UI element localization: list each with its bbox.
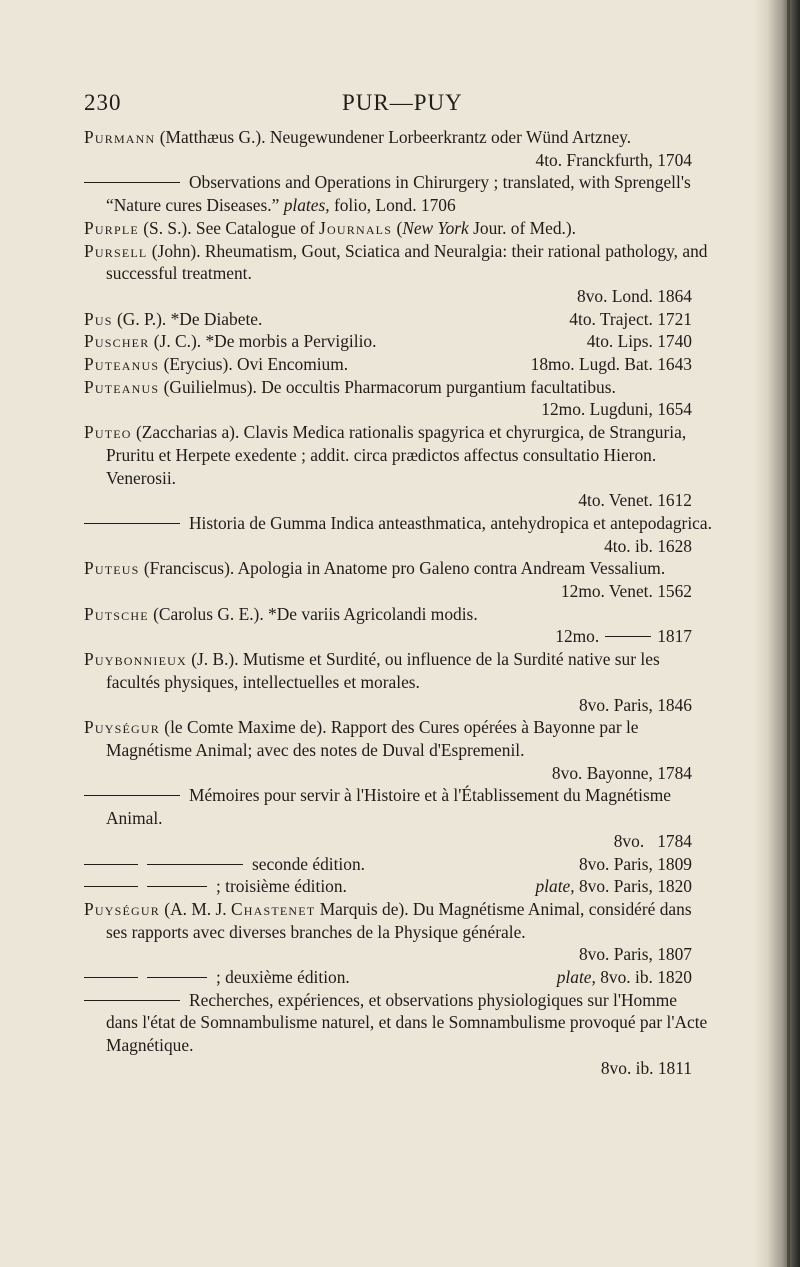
author-name: Puységur [84, 898, 160, 919]
illustration-note: plates, [283, 195, 330, 216]
illustration-note: plate, [556, 967, 596, 988]
imprint: 4to. Traject. 1721 [569, 308, 692, 329]
bib-entry [84, 648, 712, 716]
entry-text: (S. S.). See Catalogue of [138, 217, 320, 238]
ditto-rule [84, 523, 180, 524]
bib-entry [84, 421, 712, 512]
bib-entry [84, 557, 712, 602]
ditto-rule [84, 977, 138, 978]
entry-text: (G. P.). *De Diabete. [112, 308, 263, 329]
author-surname: Chastenet [230, 898, 316, 919]
imprint: folio, Lond. 1706 [329, 195, 456, 216]
author-name: Puteanus [84, 354, 160, 375]
bib-subentry [84, 853, 712, 876]
bib-entry [84, 376, 712, 421]
entry-text: (J. C.). *De morbis a Pervigilio. [149, 331, 377, 352]
page-number: 230 [84, 90, 122, 115]
ditto-rule [84, 182, 180, 183]
ditto-rule [84, 1000, 180, 1001]
author-name: Putsche [84, 603, 149, 624]
ditto-rule [147, 977, 207, 978]
ditto-rule [84, 864, 138, 865]
bib-entry [84, 353, 712, 376]
running-head: PUR—PUY [342, 90, 463, 115]
ditto-rule [84, 886, 138, 887]
bib-entry [84, 126, 712, 171]
entry-text: (A. M. J. [159, 898, 231, 919]
entry-text: (Guilielmus). De occultis Pharmacorum purgantium facultatibus. [159, 376, 616, 397]
book-spine-shadow [754, 0, 800, 1267]
bib-entry [84, 330, 712, 353]
imprint: 4to. Venet. 1612 [578, 490, 692, 511]
entry-text: Observations and Operations in Chirurgery ; translated, with Sprengell's “Nature cures Diseases.” [106, 172, 691, 216]
entry-text: (Matthæus G.). Neugewundener Lorbeerkrantz oder Wünd Artzney. [155, 127, 632, 147]
imprint: 8vo. Bayonne, 1784 [551, 762, 692, 783]
entry-text: ; deuxième édition. [216, 967, 350, 988]
entry-text: (J. B.). Mutisme et Surdité, ou influence de la Surdité native sur les facultés physiques, intellectuelles et morales. [106, 649, 660, 692]
bib-entry [84, 240, 712, 308]
journal-place: New York [402, 217, 469, 238]
author-name: Puscher [84, 331, 150, 352]
bib-entry [84, 716, 712, 784]
imprint: 12mo. Venet. 1562 [560, 581, 692, 602]
author-name: Pus [84, 308, 113, 329]
entry-text: seconde édition. [252, 853, 366, 874]
entry-text: (Erycius). Ovi Encomium. [159, 354, 349, 375]
imprint: 8vo. Paris, 1807 [578, 944, 692, 965]
illustration-note: plate, [535, 876, 575, 897]
entry-text: (le Comte Maxime de). Rapport des Cures opérées à Bayonne par le Magnétisme Animal; avec des notes de Duval d'Espremenil. [106, 717, 639, 760]
entry-text: (Carolus G. E.). *De variis Agricolandi modis. [148, 603, 478, 624]
imprint: 4to. ib. 1628 [604, 535, 692, 556]
author-name: Purple [84, 217, 139, 238]
entry-text: Recherches, expériences, et observations physiologiques sur l'Homme dans l'état de Somnambulisme naturel, et dans le Somnambulisme provoqué par l'Acte Magnétique. [106, 989, 708, 1056]
author-name: Puybonnieux [84, 649, 187, 670]
bib-subentry [84, 784, 712, 852]
bib-subentry [84, 512, 712, 557]
bib-entry [84, 217, 712, 240]
book-gutter-line [787, 0, 790, 1267]
ditto-rule [147, 864, 243, 865]
imprint: 8vo. Paris, 1846 [578, 694, 692, 715]
author-name: Puységur [84, 717, 160, 738]
author-name: Purmann [84, 127, 156, 147]
imprint-year: 1817 [657, 626, 692, 647]
ditto-rule [605, 636, 651, 637]
page-header [84, 90, 684, 120]
bib-subentry [84, 989, 712, 1080]
entry-text: Jour. of Med.). [468, 217, 576, 238]
entry-text: Historia de Gumma Indica anteasthmatica, antehydropica et antepodagrica. [189, 512, 712, 533]
author-name: Puteus [84, 558, 140, 579]
imprint: 12mo. Lugduni, 1654 [541, 399, 692, 420]
imprint-format: 12mo. [555, 626, 600, 647]
bib-entry [84, 898, 712, 966]
entry-text: Marquis de). Du Magnétisme Animal, considéré dans ses rapports avec diverses branches de la Physique générale. [106, 898, 692, 942]
author-name: Puteo [84, 422, 132, 443]
imprint [106, 625, 712, 648]
entry-text: ; troisième édition. [216, 876, 347, 897]
author-name: Puteanus [84, 376, 160, 397]
author-name: Pursell [84, 240, 148, 261]
imprint: 8vo. 1784 [613, 830, 692, 851]
imprint: 4to. Franckfurth, 1704 [535, 149, 692, 170]
bib-entry [84, 308, 712, 331]
entry-text: (Zaccharias a). Clavis Medica rationalis spagyrica et chyrurgica, de Stranguria, Pruritu et Herpete exedente ; addit. circa prædictos affectus consultatio Hieron. Venerosii. [106, 422, 687, 488]
bib-entry [84, 603, 712, 648]
imprint: 8vo. Paris, 1809 [578, 853, 692, 874]
bib-subentry [84, 171, 712, 216]
entry-text: Mémoires pour servir à l'Histoire et à l'Établissement du Magnétisme Animal. [106, 785, 671, 829]
imprint: 18mo. Lugd. Bat. 1643 [530, 354, 692, 375]
cross-reference: Journals [319, 217, 393, 238]
imprint: 8vo. ib. 1820 [595, 967, 692, 988]
ditto-rule [147, 886, 207, 887]
imprint: 8vo. ib. 1811 [600, 1057, 692, 1078]
entry-text: (John). Rheumatism, Gout, Sciatica and Neuralgia: their rational pathology, and successful treatment. [106, 240, 708, 284]
imprint: 4to. Lips. 1740 [586, 331, 692, 352]
ditto-rule [84, 795, 180, 796]
entry-text: ( [392, 217, 403, 238]
imprint: 8vo. Lond. 1864 [577, 285, 692, 306]
entry-text: (Franciscus). Apologia in Anatome pro Galeno contra Andream Vessalium. [139, 558, 666, 579]
bib-subentry [84, 875, 712, 898]
bib-subentry [84, 966, 712, 989]
imprint: 8vo. Paris, 1820 [574, 876, 692, 897]
bibliography-list [84, 126, 712, 1080]
